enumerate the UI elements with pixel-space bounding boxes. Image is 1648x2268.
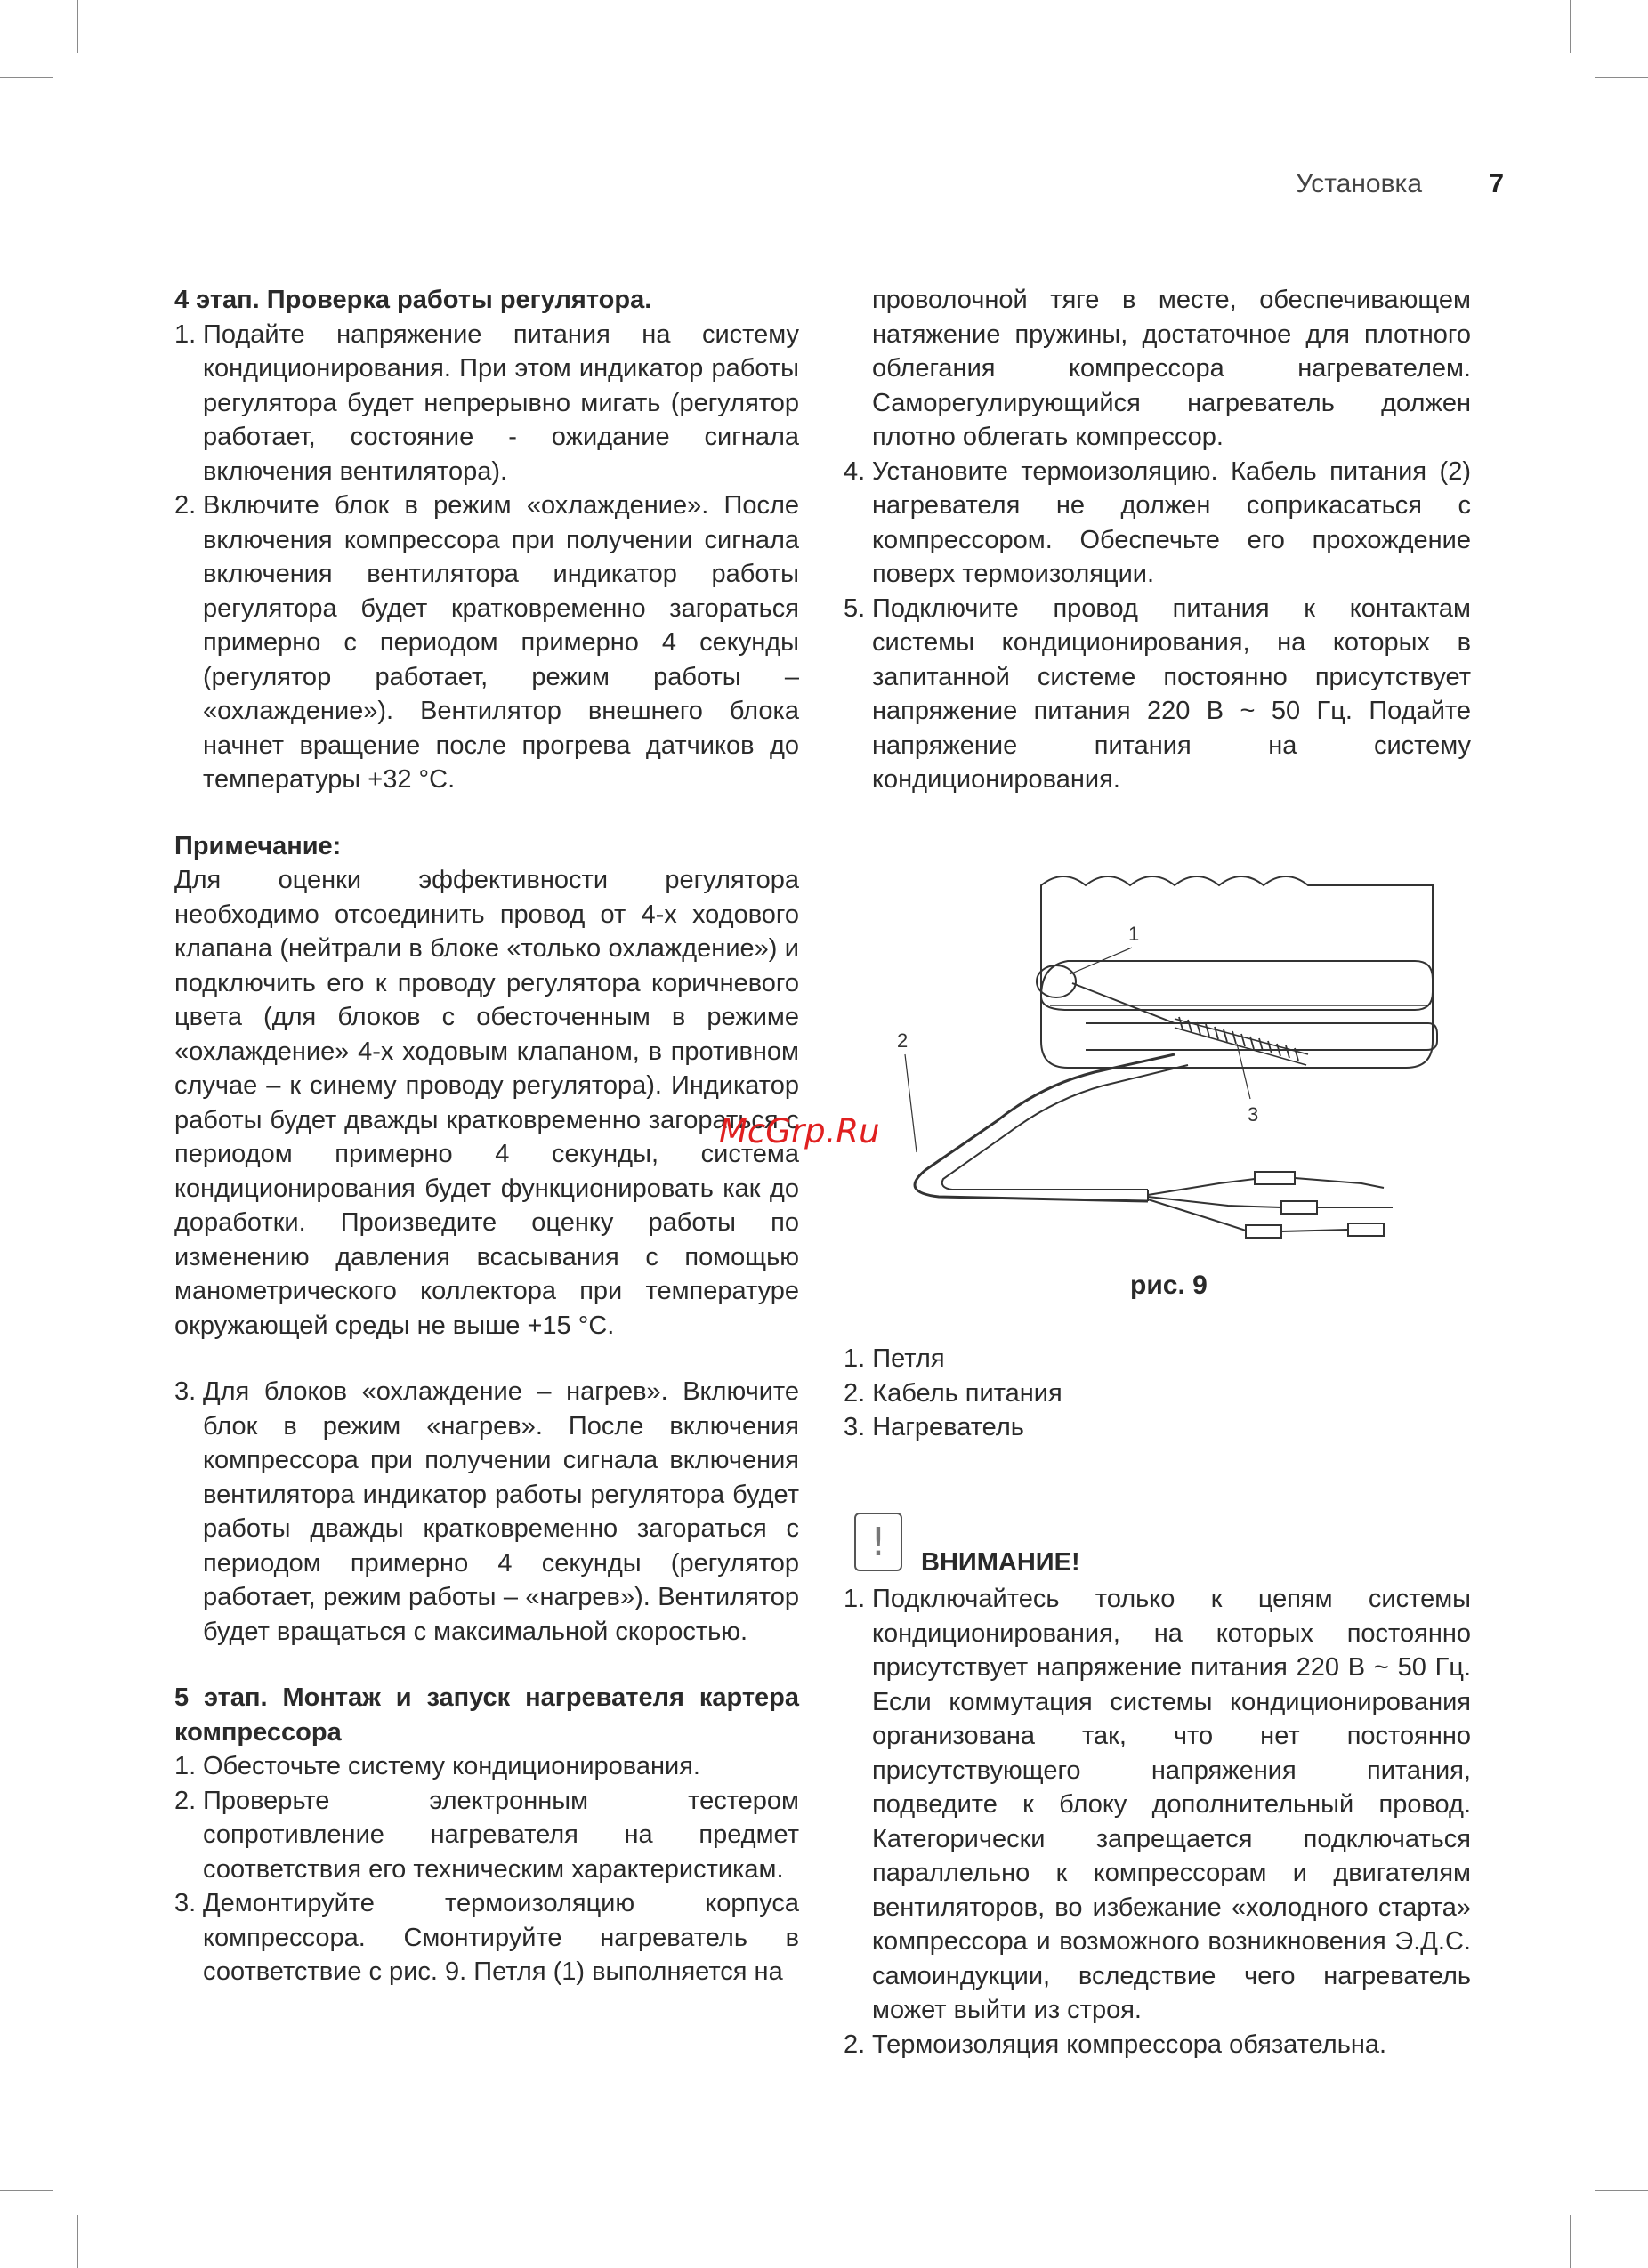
legend-item: 3. Нагреватель: [844, 1413, 1024, 1441]
list-item: 2. Термоизоляция компрессора обязательна.: [844, 2030, 1387, 2059]
note-title: Примечание:: [174, 831, 342, 860]
list-item: 2. Включите блок в режим «охлаждение». После включения компрессора при получении сигнала включения вентилятора индикатор работы регулятора будет кратковременно загораться примерно с периодом примерно 4 секунды (регулятор работает, режим работы – «охлаждение»). Вентилятор внешнего блока начнет вращение после прогрева датчиков до температуры +32 °С.: [174, 491, 799, 794]
note-text: Для оценки эффективности регулятора необходимо отсоединить провод от 4-х ходового клапана (нейтрали в блоке «только охлаждение») и подключить его к проводу регулятора коричневого цвета (для блоков с обесточенным в режиме «охлаждение» 4-х ходовым клапаном, в противном случае – к синему проводу регулятора). Индикатор работы будет дважды кратковременно загораться с периодом примерно 4 секунды, система кондиционирования будет функционировать как до доработки. Произведите оценку работы по изменению давления всасывания с помощью манометрического коллектора при температуре окружающей среды не выше +15 °С.: [174, 866, 799, 1340]
connector: [1281, 1201, 1317, 1214]
list-item: 1. Обесточьте систему кондиционирования.: [174, 1752, 700, 1780]
page-number: 7: [1489, 169, 1504, 198]
crop-mark: [77, 2215, 78, 2268]
stage5-title: 5 этап. Монтаж и запуск нагревателя картера компрессора: [174, 1683, 799, 1747]
list-item: 5. Подключите провод питания к контактам системы кондиционирования, на которых в запитанной системе постоянно присутствует напряжение питания 220 В ~ 50 Гц. Подайте напряжение питания на систему кондиционирования.: [844, 593, 1471, 794]
spring: [1175, 1019, 1308, 1065]
figure-legend: [844, 1342, 1062, 1445]
connector: [1348, 1223, 1384, 1236]
legend-item: 1. Петля: [844, 1344, 945, 1373]
compressor-heater-diagram: [881, 859, 1450, 1241]
warning-title: ВНИМАНИЕ!: [921, 1548, 1080, 1577]
crop-mark: [1595, 2190, 1648, 2191]
stage4-title: 4 этап. Проверка работы регулятора.: [174, 286, 652, 314]
connector: [1246, 1225, 1281, 1238]
warning-icon: !: [854, 1513, 902, 1571]
power-cable: [915, 1054, 1175, 1201]
loop-ring: [1041, 961, 1433, 1010]
list-item: 1. Подайте напряжение питания на систему кондиционирования. При этом индикатор работы регулятора будет непрерывно мигать (регулятор работает, состояние - ожидание сигнала включения вентилятора).: [174, 319, 799, 486]
watermark: McGrp.Ru: [719, 1112, 880, 1150]
list-item: 2. Проверьте электронным тестером сопротивление нагревателя на предмет соответствия его техническим характеристикам.: [174, 1786, 799, 1884]
list-item: 3. Для блоков «охлаждение – нагрев». Включите блок в режим «нагрев». После включения компрессора при получении сигнала включения вентилятора индикатор работы регулятора будет работы дважды кратковременно загораться с периодом примерно 4 секунды (регулятор работает, режим работы – «нагрев»). Вентилятор будет вращаться с максимальной скоростью.: [174, 1377, 799, 1646]
crop-mark: [1595, 77, 1648, 78]
right-column: [844, 283, 1471, 797]
figure-label-1: 1: [1128, 923, 1140, 945]
crop-mark: [0, 77, 53, 78]
compressor-body: [1041, 876, 1433, 1068]
figure-caption: рис. 9: [1130, 1271, 1208, 1300]
warning-body: [844, 1582, 1471, 2062]
figure-label-3: 3: [1248, 1103, 1259, 1126]
list-item: 1. Подключайтесь только к цепям системы кондиционирования, на которых постоянно присутствует напряжение питания 220 В ~ 50 Гц. Если коммутация системы кондиционирования организована так, что нет постоянно присутствующего напряжения питания, подведите к блоку дополнительный провод. Категорически запрещается подключаться параллельно к компрессорам и двигателям вентиляторов, во избежание «холодного старта» компрессора и возможного возникновения Э.Д.С. самоиндукции, вследствие чего нагреватель может выйти из строя.: [844, 1585, 1471, 2024]
list-item: 3. Демонтируйте термоизоляцию корпуса компрессора. Смонтируйте нагреватель в соответствие с рис. 9. Петля (1) выполняется на: [174, 1889, 799, 1986]
page-header: [1281, 169, 1504, 205]
crop-mark: [1570, 2215, 1571, 2268]
legend-item: 2. Кабель питания: [844, 1378, 1062, 1408]
continuation-text: проволочной тяге в месте, обеспечивающем натяжение пружины, достаточное для плотного облегания компрессора нагревателем. Саморегулирующийся нагреватель должен плотно облегать компрессор.: [872, 286, 1471, 451]
left-column: [174, 283, 799, 1990]
connector: [1255, 1172, 1295, 1184]
crop-mark: [77, 0, 78, 53]
crop-mark: [1570, 0, 1571, 53]
crop-mark: [0, 2190, 53, 2191]
section-title: Установка: [1296, 169, 1422, 198]
figure-label-2: 2: [897, 1029, 909, 1052]
list-item: 4. Установите термоизоляцию. Кабель питания (2) нагревателя не должен соприкасаться с компрессором. Обеспечьте его прохождение поверх термоизоляции.: [844, 456, 1471, 588]
